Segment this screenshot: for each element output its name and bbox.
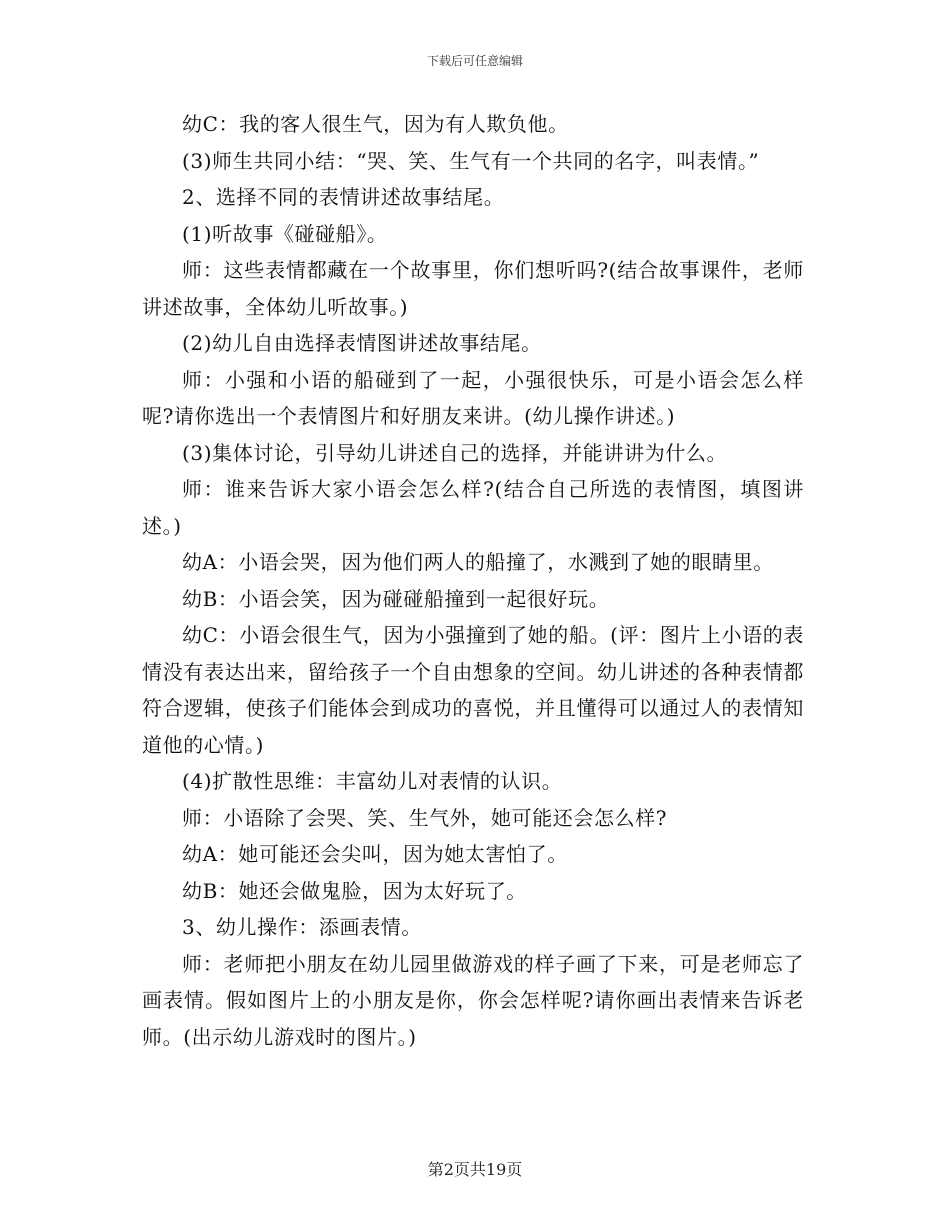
paragraph-8: (3)集体讨论，引导幼儿讲述自己的选择，并能讲讲为什么。 (182, 440, 728, 465)
section-heading-3: 3、幼儿操作：添画表情。 (182, 915, 422, 939)
paragraph-4: (1)听故事《碰碰船》。 (182, 221, 388, 246)
paragraph-2: (3)师生共同小结：“哭、笑、生气有一个共同的名字，叫表情。” (182, 148, 760, 173)
paragraph-11: 幼B：小语会笑，因为碰碰船撞到一起很好玩。 (182, 586, 610, 611)
section-heading-2: 2、选择不同的表情讲述故事结尾。 (182, 185, 505, 209)
paragraph-10: 幼A：小语会哭，因为他们两人的船撞了，水溅到了她的眼睛里。 (182, 550, 774, 574)
paragraph-9: 师：谁来告诉大家小语会怎么样?(结合自己所选的表情图，填图讲述。) (142, 477, 804, 538)
paragraph-1: 幼C：我的客人很生气，因为有人欺负他。 (182, 112, 569, 136)
paragraph-7: 师：小强和小语的船碰到了一起，小强很快乐，可是小语会怎么样呢?请你选出一个表情图片和好朋友来讲。(幼儿操作讲述。) (142, 367, 804, 428)
paragraph-18: 师：老师把小朋友在幼儿园里做游戏的样子画了下来，可是老师忘了画表情。假如图片上的小朋友是你，你会怎样呢?请你画出表情来告诉老师。(出示幼儿游戏时的图片。) (142, 951, 804, 1049)
page-header-note: 下载后可任意编辑 (426, 54, 523, 68)
document-body (142, 106, 804, 1055)
paragraph-5: 师：这些表情都藏在一个故事里，你们想听吗?(结合故事课件，老师讲述故事，全体幼儿听故事。) (142, 258, 804, 319)
paragraph-13: (4)扩散性思维：丰富幼儿对表情的认识。 (182, 769, 563, 793)
page-number: 第2页共19页 (427, 1160, 523, 1179)
paragraph-14: 师：小语除了会哭、笑、生气外，她可能还会怎么样? (182, 805, 668, 830)
paragraph-16: 幼B：她还会做鬼脸，因为太好玩了。 (182, 878, 527, 903)
paragraph-6: (2)幼儿自由选择表情图讲述故事结尾。 (182, 331, 542, 355)
paragraph-15: 幼A：她可能还会尖叫，因为她太害怕了。 (182, 842, 568, 866)
paragraph-12: 幼C：小语会很生气，因为小强撞到了她的船。(评：图片上小语的表情没有表达出来，留给孩子一个自由想象的空间。幼儿讲述的各种表情都符合逻辑，使孩子们能体会到成功的喜悦，并且懂得可以通过人的表情知道他的心情。) (142, 623, 804, 757)
